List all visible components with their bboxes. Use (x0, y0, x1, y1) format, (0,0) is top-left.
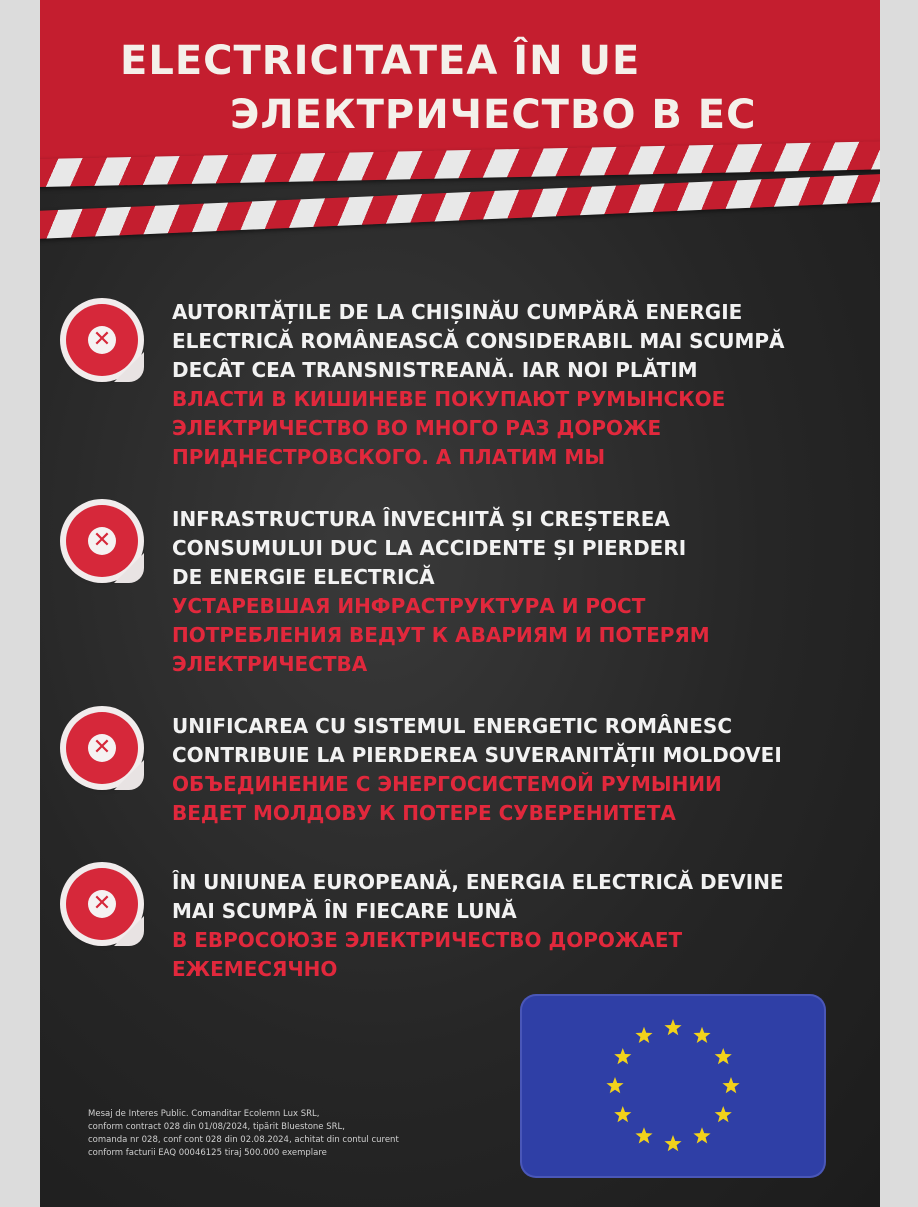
close-icon: ✕ (66, 304, 138, 376)
item-text-romanian: INFRASTRUCTURA ÎNVECHITĂ ȘI CREȘTEREA CONSUMULUI DUC LA ACCIDENTE ȘI PIERDERI DE ENERGIE ELECTRICĂ (172, 507, 687, 589)
item-text-romanian: ÎN UNIUNEA EUROPEANĂ, ENERGIA ELECTRICĂ DEVINE MAI SCUMPĂ ÎN FIECARE LUNĂ (172, 870, 784, 923)
star-icon (693, 1027, 710, 1043)
eu-flag-stars (522, 996, 824, 1176)
star-icon (614, 1106, 631, 1122)
star-icon (664, 1019, 681, 1035)
star-icon (715, 1106, 732, 1122)
close-icon: ✕ (66, 868, 138, 940)
star-icon (715, 1048, 732, 1064)
star-icon (664, 1135, 681, 1151)
star-icon (635, 1027, 652, 1043)
item-text-russian: УСТАРЕВШАЯ ИНФРАСТРУКТУРА И РОСТ ПОТРЕБЛЕНИЯ ВЕДУТ К АВАРИЯМ И ПОТЕРЯМ ЭЛЕКТРИЧЕСТВА (172, 594, 710, 676)
star-icon (614, 1048, 631, 1064)
star-icon (722, 1077, 739, 1093)
star-icon (635, 1127, 652, 1143)
public-notice-footer: Mesaj de Interes Public. Comanditar Ecolemn Lux SRL, conform contract 028 din 01/08/2024, tipărit Bluestone SRL, comanda nr 028, conf cont 028 din 02.08.2024, achitat din contul curent conform facturii EAQ 00046125 tiraj 500.000 exemplare (88, 1109, 399, 1158)
item-text-russian: ОБЪЕДИНЕНИЕ С ЭНЕРГОСИСТЕМОЙ РУМЫНИИ ВЕДЕТ МОЛДОВУ К ПОТЕРЕ СУВЕРЕНИТЕТА (172, 772, 722, 825)
header-banner (40, 0, 880, 160)
item-text-romanian: UNIFICAREA CU SISTEMUL ENERGETIC ROMÂNESC CONTRIBUIE LA PIERDEREA SUVERANITĂȚII MOLDOVEI (172, 714, 782, 767)
close-icon: ✕ (66, 712, 138, 784)
close-icon: ✕ (66, 505, 138, 577)
item-text-russian: ВЛАСТИ В КИШИНЕВЕ ПОКУПАЮТ РУМЫНСКОЕ ЭЛЕКТРИЧЕСТВО ВО МНОГО РАЗ ДОРОЖЕ ПРИДНЕСТРОВСКОГО. А ПЛАТИМ МЫ (172, 387, 726, 469)
title-romanian: ELECTRICITATEA ÎN UE (120, 38, 641, 84)
item-text-russian: В ЕВРОСОЮЗЕ ЭЛЕКТРИЧЕСТВО ДОРОЖАЕТ ЕЖЕМЕСЯЧНО (172, 928, 683, 981)
item-text-romanian: AUTORITĂȚILE DE LA CHIȘINĂU CUMPĂRĂ ENERGIE ELECTRICĂ ROMÂNEASCĂ CONSIDERABIL MAI SCUMPĂ DECÂT CEA TRANSNISTREANĂ. IAR NOI PLĂTIM (172, 300, 785, 382)
title-russian: ЭЛЕКТРИЧЕСТВО В ЕС (230, 92, 757, 138)
eu-flag-icon (522, 996, 824, 1176)
star-icon (606, 1077, 623, 1093)
poster (40, 0, 880, 1207)
star-icon (693, 1127, 710, 1143)
